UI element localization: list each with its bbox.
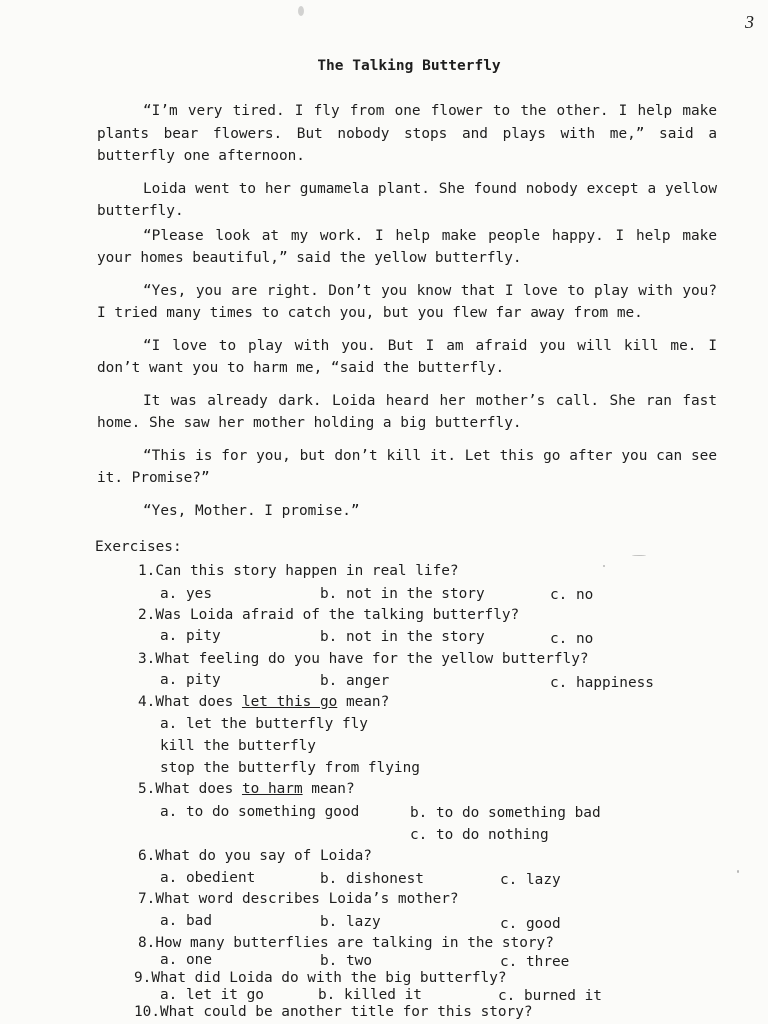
question-number: 4. xyxy=(138,694,156,710)
option-b: kill the butterfly xyxy=(160,738,316,754)
option-a: a. yes xyxy=(160,586,212,602)
option-b: b. to do something bad xyxy=(410,805,601,821)
story-paragraph: Loida went to her gumamela plant. She found nobody except a yellow butterfly. xyxy=(97,180,717,219)
option-b: b. lazy xyxy=(320,914,381,930)
question-text: mean? xyxy=(302,781,355,797)
question-text: mean? xyxy=(337,694,390,710)
question-text: Can this story happen in real life? xyxy=(155,563,459,579)
option-b: b. not in the story xyxy=(320,629,485,645)
question-1 xyxy=(138,563,459,579)
option-c: c. burned it xyxy=(498,988,602,1004)
question-number: 7. xyxy=(138,891,156,907)
question-text: Was Loida afraid of the talking butterfly? xyxy=(155,607,520,623)
question-6 xyxy=(138,848,372,864)
question-text: How many butterflies are talking in the story? xyxy=(155,935,554,951)
underlined-phrase: let this go xyxy=(241,694,338,710)
question-text: What feeling do you have for the yellow butterfly? xyxy=(155,651,589,667)
question-number: 10. xyxy=(134,1004,160,1020)
story-paragraph: “I love to play with you. But I am afraid you will kill me. I don’t want you to harm me, “said the butterfly. xyxy=(97,337,717,376)
option-c: c. no xyxy=(550,587,594,603)
question-2 xyxy=(138,607,519,623)
option-c: c. lazy xyxy=(500,872,561,888)
question-number: 5. xyxy=(138,781,156,797)
story-paragraph: “This is for you, but don’t kill it. Let this go after you can see it. Promise?” xyxy=(97,447,717,486)
option-a: a. obedient xyxy=(160,870,256,886)
question-text: What did Loida do with the big butterfly? xyxy=(151,970,507,986)
option-c: c. good xyxy=(500,916,561,932)
question-text: What could be another title for this story? xyxy=(160,1004,533,1020)
scan-speck xyxy=(737,870,739,873)
option-a: a. pity xyxy=(160,628,221,644)
option-b: b. two xyxy=(320,953,372,969)
question-number: 3. xyxy=(138,651,156,667)
story-paragraph: “Yes, Mother. I promise.” xyxy=(143,502,360,519)
question-8 xyxy=(138,935,554,951)
underlined-phrase: to harm xyxy=(241,781,303,797)
option-b: b. not in the story xyxy=(320,586,485,602)
scan-speck xyxy=(603,565,605,567)
option-c: c. to do nothing xyxy=(410,827,549,843)
question-text: What does xyxy=(155,694,242,710)
question-text: What does xyxy=(155,781,242,797)
question-number: 6. xyxy=(138,848,156,864)
question-3 xyxy=(138,651,589,667)
option-a: a. let it go xyxy=(160,987,264,1003)
option-a: a. bad xyxy=(160,913,212,929)
question-4 xyxy=(138,694,389,710)
option-a: a. pity xyxy=(160,672,221,688)
story-body xyxy=(97,100,717,532)
question-number: 8. xyxy=(138,935,156,951)
option-b: b. dishonest xyxy=(320,871,424,887)
question-text: What do you say of Loida? xyxy=(155,848,372,864)
question-9 xyxy=(134,970,507,986)
story-paragraph: It was already dark. Loida heard her mother’s call. She ran fast home. She saw her mother holding a big butterfly. xyxy=(97,392,717,431)
question-number: 9. xyxy=(134,970,152,986)
option-a: a. to do something good xyxy=(160,804,360,820)
option-c: c. happiness xyxy=(550,675,654,691)
story-paragraph: “I’m very tired. I fly from one flower to the other. I help make plants bear flowers. But nobody stops and plays with me,” said a butterfly one afternoon. xyxy=(97,103,717,164)
question-10 xyxy=(134,1004,533,1020)
page-title: The Talking Butterfly xyxy=(317,58,501,74)
question-text: What word describes Loida’s mother? xyxy=(155,891,459,907)
option-c: c. no xyxy=(550,631,594,647)
question-number: 1. xyxy=(138,563,156,579)
page-number: 3 xyxy=(745,12,754,32)
option-a: a. one xyxy=(160,952,212,968)
story-paragraph: “Yes, you are right. Don’t you know that I love to play with you? I tried many times to catch you, but you flew far away from me. xyxy=(97,282,717,321)
option-b: b. killed it xyxy=(318,987,422,1003)
question-5 xyxy=(138,781,355,797)
question-number: 2. xyxy=(138,607,156,623)
scan-speck xyxy=(298,6,304,16)
scan-speck xyxy=(632,555,646,556)
exercises-heading: Exercises: xyxy=(95,539,182,555)
option-c: c. three xyxy=(500,954,570,970)
option-b: b. anger xyxy=(320,673,390,689)
story-paragraph: “Please look at my work. I help make people happy. I help make your homes beautiful,” said the yellow butterfly. xyxy=(97,227,717,266)
question-7 xyxy=(138,891,459,907)
option-c: stop the butterfly from flying xyxy=(160,760,420,776)
option-a: a. let the butterfly fly xyxy=(160,716,368,732)
